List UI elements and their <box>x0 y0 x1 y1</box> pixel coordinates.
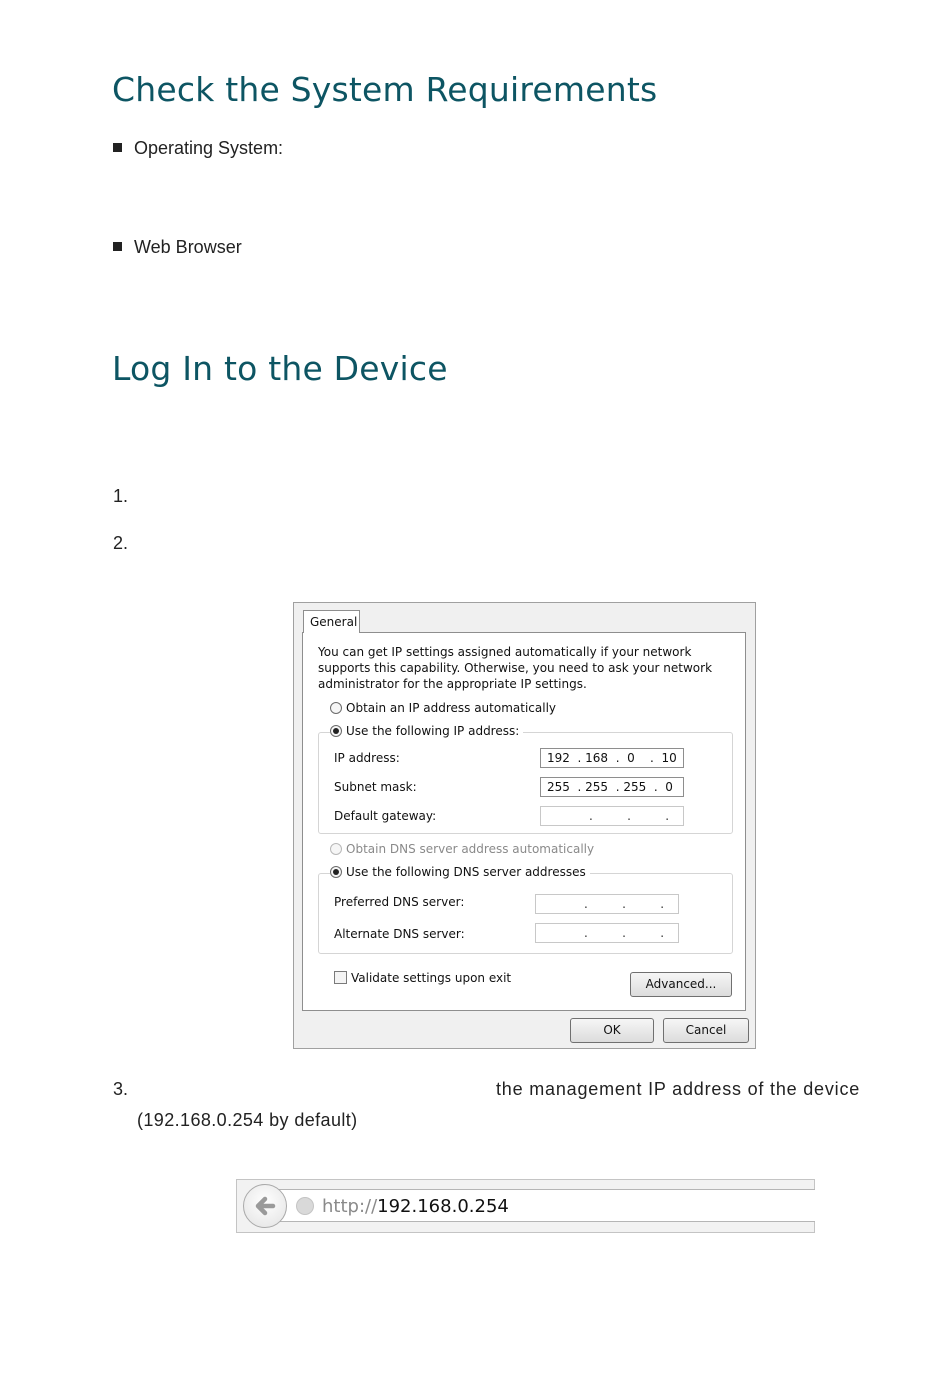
preferred-dns-label: Preferred DNS server: <box>334 895 465 909</box>
requirement-label: Operating System: <box>134 138 284 158</box>
use-following-dns-radio[interactable] <box>330 865 590 879</box>
checkbox-unchecked-icon <box>334 971 347 984</box>
step-number-1: 1. <box>113 486 129 506</box>
step-number-3: 3. <box>113 1079 129 1099</box>
back-button[interactable] <box>243 1184 287 1228</box>
subnet-mask-input[interactable]: 255 . 255 . 255 . 0 <box>540 777 684 797</box>
radio-label: Use the following DNS server addresses <box>346 865 586 879</box>
section-heading-log-in: Log In to the Device <box>112 349 448 388</box>
requirement-item-os <box>113 138 283 159</box>
alternate-dns-input[interactable]: . . . <box>535 923 679 943</box>
section-heading-system-requirements: Check the System Requirements <box>112 70 658 109</box>
radio-label: Obtain an IP address automatically <box>346 701 557 715</box>
radio-on-icon <box>330 866 342 878</box>
globe-icon <box>296 1197 314 1215</box>
obtain-ip-auto-radio[interactable] <box>330 701 556 715</box>
ip-address-label: IP address: <box>334 751 400 765</box>
bullet-square-icon <box>113 143 122 152</box>
radio-off-icon <box>330 843 342 855</box>
requirement-label: Web Browser <box>134 237 242 257</box>
radio-label: Obtain DNS server address automatically <box>346 842 595 856</box>
tab-general[interactable]: General <box>303 610 360 633</box>
dialog-description: You can get IP settings assigned automatically if your network supports this capability. Otherwise, you need to ask your network administrator for the appropriate IP settings. <box>318 645 713 691</box>
url-text <box>322 1196 509 1217</box>
bullet-square-icon <box>113 242 122 251</box>
ip-address-input[interactable]: 192 . 168 . 0 . 10 <box>540 748 684 768</box>
radio-on-icon <box>330 725 342 737</box>
back-arrow-icon <box>244 1185 286 1227</box>
step3-text-line2: (192.168.0.254 by default) <box>137 1110 358 1130</box>
use-following-ip-radio[interactable] <box>330 724 523 738</box>
default-gateway-input[interactable]: . . . <box>540 806 684 826</box>
checkbox-label: Validate settings upon exit <box>351 971 512 985</box>
requirement-item-browser <box>113 237 242 258</box>
general-panel <box>302 632 746 1011</box>
ok-button[interactable]: OK <box>570 1018 654 1043</box>
step-number-2: 2. <box>113 533 129 553</box>
url-host: 192.168.0.254 <box>377 1196 509 1217</box>
default-gateway-label: Default gateway: <box>334 809 437 823</box>
step3-text-line1: the management IP address of the device <box>496 1079 861 1099</box>
preferred-dns-input[interactable]: . . . <box>535 894 679 914</box>
subnet-mask-label: Subnet mask: <box>334 780 417 794</box>
obtain-dns-auto-radio[interactable] <box>330 842 594 856</box>
browser-address-bar <box>236 1179 815 1233</box>
alternate-dns-label: Alternate DNS server: <box>334 927 465 941</box>
radio-off-icon <box>330 702 342 714</box>
advanced-button[interactable]: Advanced... <box>630 972 732 997</box>
cancel-button[interactable]: Cancel <box>663 1018 749 1043</box>
validate-settings-checkbox[interactable] <box>334 971 511 985</box>
url-protocol: http:// <box>322 1196 378 1217</box>
radio-label: Use the following IP address: <box>346 724 520 738</box>
url-input[interactable] <box>277 1189 815 1222</box>
ip-settings-dialog <box>293 602 756 1049</box>
